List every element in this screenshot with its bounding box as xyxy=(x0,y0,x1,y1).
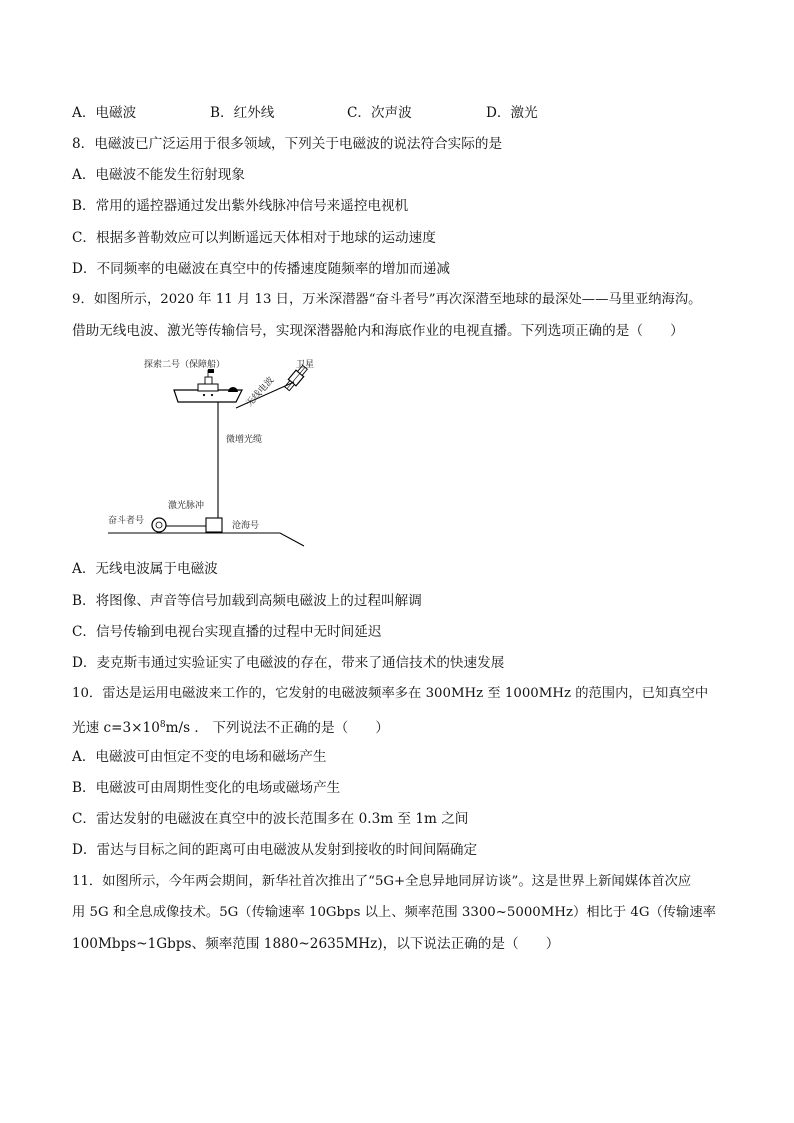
q10-speed-text: 光速 c=3×10 xyxy=(72,720,160,736)
q8-option-b: B．常用的遥控器通过发出紫外线脉冲信号来遥控电视机 xyxy=(72,198,409,214)
ship-label: 探索二号（保障船） xyxy=(144,360,226,370)
cable-label: 微增光缆 xyxy=(226,435,263,445)
q7-option-d: D．激光 xyxy=(486,105,538,121)
q11-stem-line3: 100Mbps~1Gbps、频率范围 1880~2635MHz)，以下说法正确的是（ ） xyxy=(72,936,560,952)
q7-option-b: B．红外线 xyxy=(210,105,275,121)
deep-sea-diagram xyxy=(100,352,330,552)
ship-icon xyxy=(174,369,242,402)
q9-option-d: D．麦克斯韦通过实验证实了电磁波的存在，带来了通信技术的快速发展 xyxy=(72,655,505,671)
q8-option-c: C．根据多普勒效应可以判断遥远天体相对于地球的运动速度 xyxy=(72,230,436,246)
q10-option-c: C．雷达发射的电磁波在真空中的波长范围多在 0.3m 至 1m 之间 xyxy=(72,811,469,827)
q9-option-b: B．将图像、声音等信号加载到高频电磁波上的过程叫解调 xyxy=(72,593,422,609)
q10-option-d: D．雷达与目标之间的距离可由电磁波从发射到接收的时间间隔确定 xyxy=(72,842,478,858)
radio-wave-label: 无线电波 xyxy=(244,375,277,410)
satellite-label: 卫星 xyxy=(296,360,315,370)
canghai-lander xyxy=(206,518,222,532)
q9-stem-line1: 9．如图所示，2020 年 11 月 13 日，万米深潜器“奋斗者号”再次深潜至地球的最深处——马里亚纳海沟。 xyxy=(72,292,702,307)
q10-speed-exponent: 8 xyxy=(159,720,166,730)
laser-label: 激光脉冲 xyxy=(168,501,205,511)
q11-stem-line1: 11．如图所示，今年两会期间，新华社首次推出了“5G+全息异地同屏访谈”。这是世界上新闻媒体首次应 xyxy=(72,874,692,889)
q7-option-c: C．次声波 xyxy=(347,105,412,121)
q10-stem-line1: 10．雷达是运用电磁波来工作的，它发射的电磁波频率多在 300MHz 至 1000MHz 的范围内，已知真空中 xyxy=(72,686,709,701)
q8-stem: 8．电磁波已广泛运用于很多领域，下列关于电磁波的说法符合实际的是 xyxy=(72,136,503,152)
q11-stem-line2: 用 5G 和全息成像技术。5G（传输速率 10Gbps 以上、频率范围 3300~5000MHz）相比于 4G（传输速率 xyxy=(72,905,716,920)
q9-option-c: C．信号传输到电视台实现直播的过程中无时间延迟 xyxy=(72,624,382,640)
canghai-label: 沧海号 xyxy=(232,521,260,531)
submersible-icon xyxy=(152,518,166,532)
q7-option-a: A．电磁波 xyxy=(72,105,137,121)
q9-option-a: A．无线电波属于电磁波 xyxy=(72,561,218,577)
q10-option-b: B．电磁波可由周期性变化的电场或磁场产生 xyxy=(72,780,341,796)
fendouzhe-label: 奋斗者号 xyxy=(108,516,145,526)
q10-stem-line2 xyxy=(72,715,389,738)
q10-option-a: A．电磁波可由恒定不变的电场和磁场产生 xyxy=(72,749,327,765)
q8-option-d: D．不同频率的电磁波在真空中的传播速度随频率的增加而递减 xyxy=(72,261,450,277)
q9-stem-line2: 借助无线电波、激光等传输信号，实现深潜器舱内和海底作业的电视直播。下列选项正确的是（ ） xyxy=(72,323,684,339)
seabed-line xyxy=(108,533,304,546)
q10-stem-tail: m/s ． 下列说法不正确的是（ ） xyxy=(165,720,389,736)
q8-option-a: A．电磁波不能发生衍射现象 xyxy=(72,167,245,183)
